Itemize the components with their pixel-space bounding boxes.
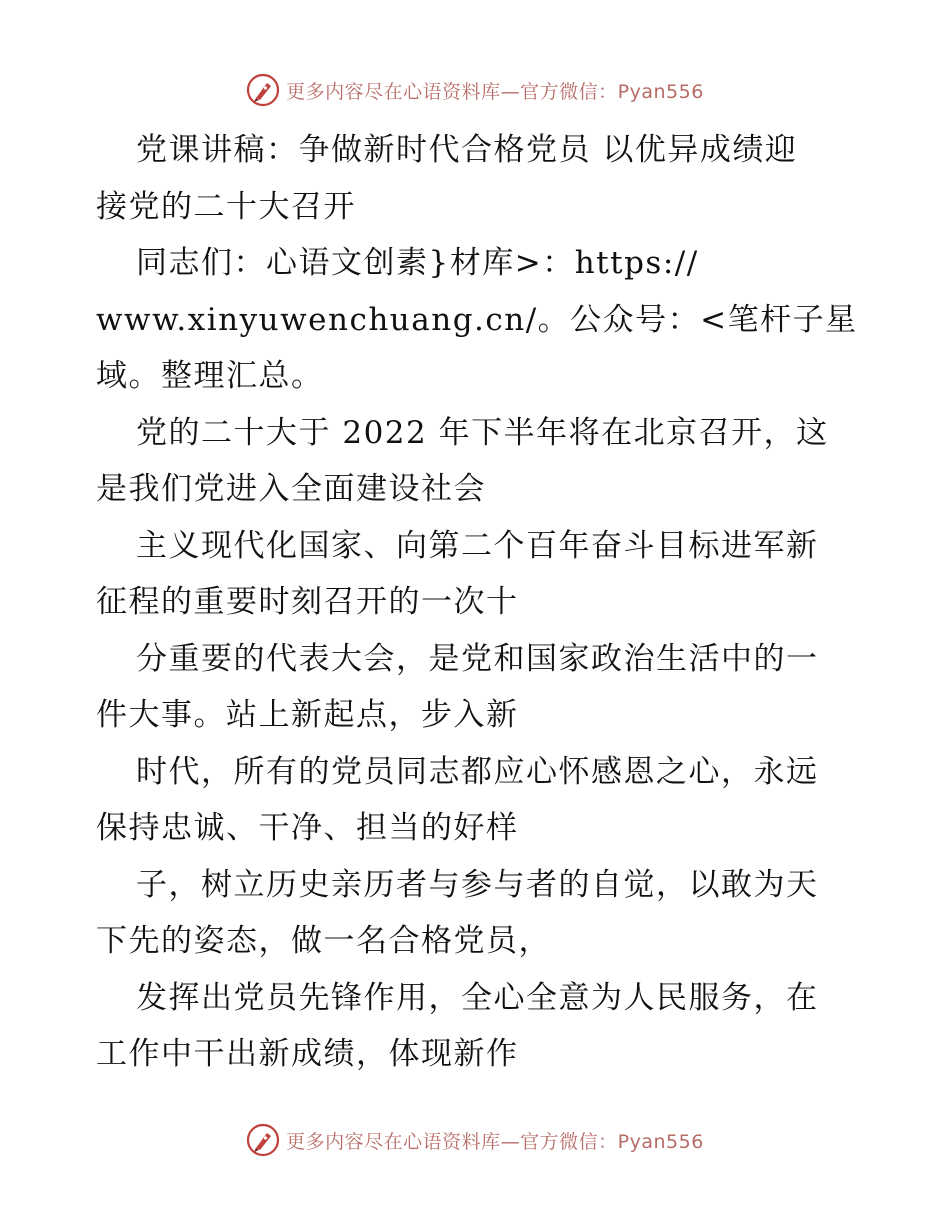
text-line: 征程的重要时刻召开的一次十 xyxy=(96,584,519,620)
footer-banner xyxy=(0,1120,950,1160)
text-line: 子，树立历史亲历者与参与者的自觉，以敢为天 xyxy=(136,866,819,903)
text-line: 党的二十大于 2022 年下半年将在北京召开，这 xyxy=(136,414,829,451)
text-line: 是我们党进入全面建设社会 xyxy=(96,471,486,507)
footer-banner-text: 更多内容尽在心语资料库—官方微信：Pyan556 xyxy=(286,1130,704,1153)
text-line: www.xinyuwenchuang.cn/。公众号：<笔杆子星 xyxy=(96,301,858,338)
text-line: 工作中干出新成绩，体现新作 xyxy=(96,1036,519,1072)
text-line: 件大事。站上新起点，步入新 xyxy=(96,697,519,733)
header-banner xyxy=(0,70,950,110)
document-body xyxy=(96,122,856,1083)
header-banner-text: 更多内容尽在心语资料库—官方微信：Pyan556 xyxy=(286,80,704,103)
title-line-1: 党课讲稿：争做新时代合格党员 以优异成绩迎 xyxy=(136,132,798,168)
text-line: 分重要的代表大会，是党和国家政治生活中的一 xyxy=(136,640,819,677)
text-line: 发挥出党员先锋作用，全心全意为人民服务，在 xyxy=(136,979,819,1016)
pen-nib-seal-icon xyxy=(246,73,280,107)
text-line: 域。整理汇总。 xyxy=(96,358,324,394)
text-line: 同志们：心语文创素}材库>：https:// xyxy=(136,245,699,281)
pen-nib-seal-icon xyxy=(246,1123,280,1157)
text-line: 下先的姿态，做一名合格党员， xyxy=(96,923,551,959)
title-line-2: 接党的二十大召开 xyxy=(96,188,356,225)
text-line: 保持忠诚、干净、担当的好样 xyxy=(96,810,519,846)
text-line: 主义现代化国家、向第二个百年奋斗目标进军新 xyxy=(136,527,819,564)
text-line: 时代，所有的党员同志都应心怀感恩之心，永远 xyxy=(136,753,819,790)
